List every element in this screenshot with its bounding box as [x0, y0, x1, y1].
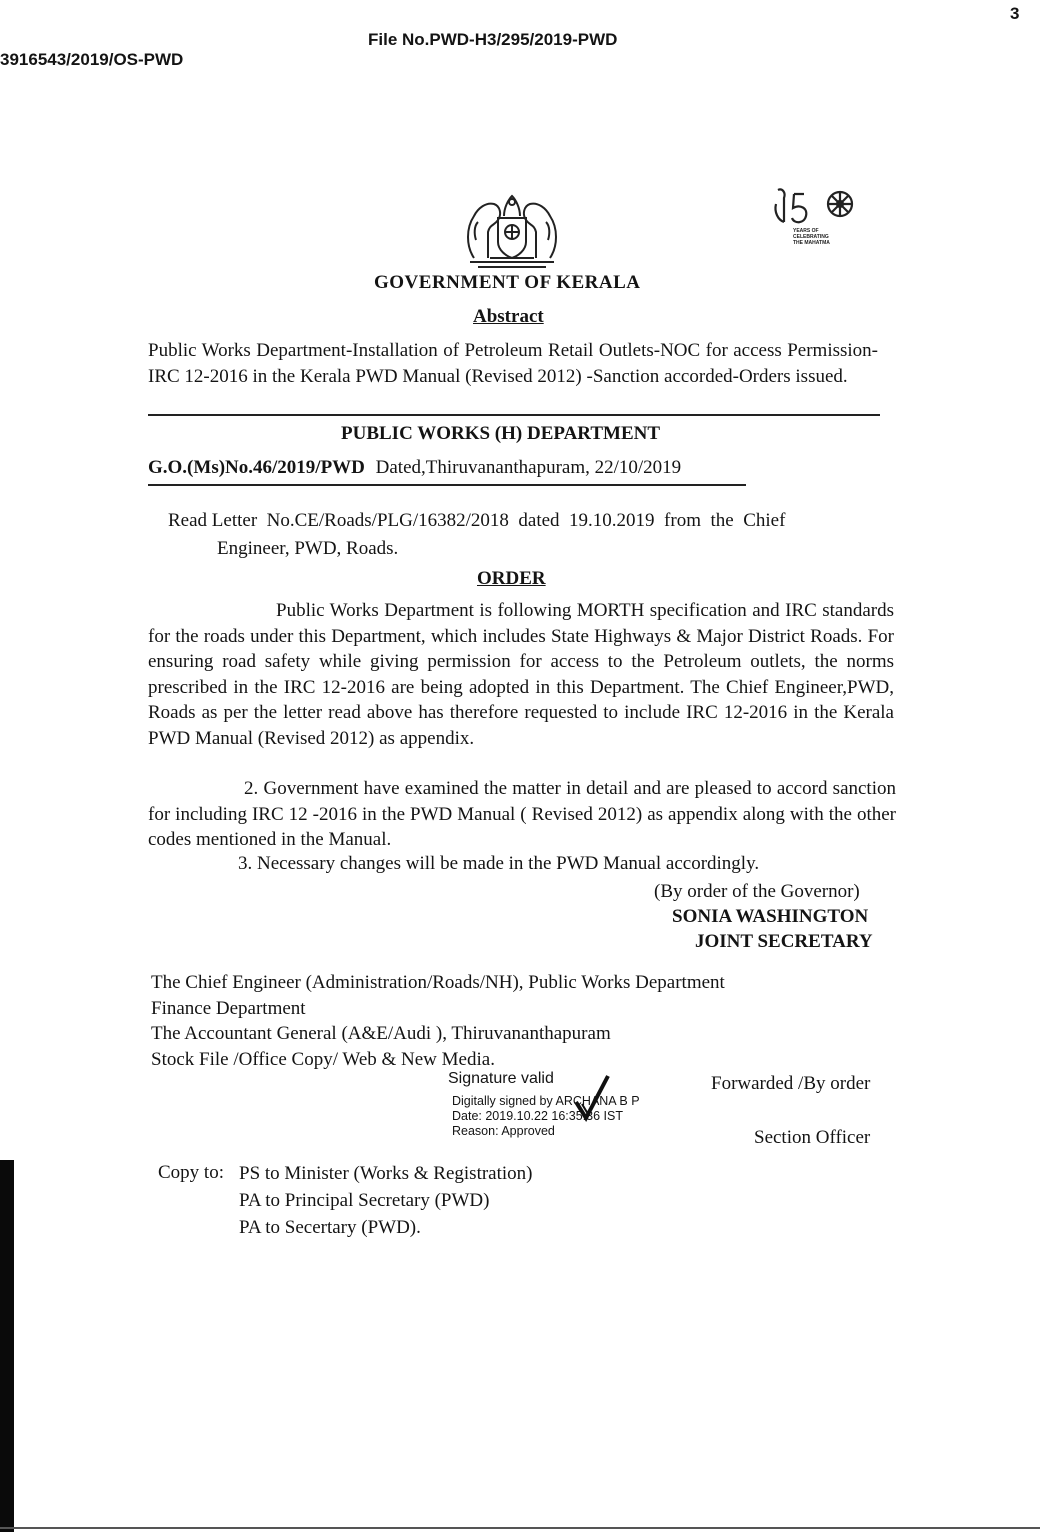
signatory-designation: JOINT SECRETARY	[695, 931, 873, 952]
read-line-1: Read Letter No.CE/Roads/PLG/16382/2018 dated 19.10.2019 from the Chief	[168, 510, 786, 531]
order-paragraph-3: 3. Necessary changes will be made in the PWD Manual accordingly.	[238, 853, 760, 874]
recipient-item: Finance Department	[151, 997, 306, 1019]
svg-text:THE MAHATMA: THE MAHATMA	[793, 240, 830, 246]
department-heading: PUBLIC WORKS (H) DEPARTMENT	[341, 423, 661, 444]
kerala-emblem	[460, 188, 564, 272]
section-officer: Section Officer	[754, 1127, 871, 1148]
go-number: G.O.(Ms)No.46/2019/PWD	[148, 457, 365, 478]
150-years-badge	[772, 182, 862, 252]
scan-bottom-edge	[0, 1527, 1040, 1529]
government-title: GOVERNMENT OF KERALA	[374, 272, 641, 293]
abstract-separator	[148, 414, 880, 416]
recipient-item: The Accountant General (A&E/Audi ), Thiruvananthapuram	[151, 1023, 611, 1044]
file-number: File No.PWD-H3/295/2019-PWD	[368, 30, 618, 49]
signatory-name: SONIA WASHINGTON	[672, 906, 869, 927]
by-order-of-governor: (By order of the Governor)	[654, 881, 860, 902]
order-paragraph-2: 2. Government have examined the matter in detail and are pleased to accord sanction for including IRC 12 -2016 in the PWD Manual ( Revised 2012) as appendix along with the other codes mentioned in the Manual.	[148, 778, 896, 850]
order-heading: ORDER	[477, 568, 546, 589]
svg-text:YEARS OF: YEARS OF	[793, 228, 819, 234]
copy-to-item: PA to Principal Secretary (PWD)	[239, 1190, 490, 1211]
page-number: 3	[1010, 4, 1020, 23]
scan-edge-shadow	[0, 1160, 14, 1532]
abstract-text: Public Works Department-Installation of Petroleum Retail Outlets-NOC for access Permission-IRC 12-2016 in the Kerala PWD Manual (Revised 2012) -Sanction accorded-Orders issued.	[148, 340, 878, 387]
go-separator	[148, 484, 746, 486]
svg-text:CELEBRATING: CELEBRATING	[793, 234, 829, 240]
recipient-list	[151, 970, 725, 1072]
reference-number: 3916543/2019/OS-PWD	[0, 50, 184, 69]
copy-to-label: Copy to:	[158, 1162, 224, 1183]
go-line	[148, 457, 681, 479]
order-paragraph-1: Public Works Department is following MORTH specification and IRC standards for the roads under this Department, which includes State Highways & Major District Roads. For ensuring road safety while giving permission for access to the Petroleum outlets, the norms prescribed in the IRC 12-2016 are being adopted in this Department. The Chief Engineer,PWD, Roads as per the letter read above has therefore requested to include IRC 12-2016 in the Kerala PWD Manual (Revised 2012) as appendix.	[148, 600, 894, 749]
abstract-heading: Abstract	[473, 306, 544, 327]
signature-signer: Digitally signed by ARCHANA B P	[452, 1094, 640, 1108]
signature-date: Date: 2019.10.22 16:35:36 IST	[452, 1109, 623, 1123]
signature-status: Signature valid	[448, 1070, 554, 1087]
read-line-2: Engineer, PWD, Roads.	[217, 538, 399, 559]
recipient-item: The Chief Engineer (Administration/Roads/NH), Public Works Department	[151, 972, 725, 993]
copy-to-item: PA to Secertary (PWD).	[239, 1217, 421, 1238]
forwarded-by-order: Forwarded /By order	[711, 1073, 871, 1094]
go-date: Dated,Thiruvananthapuram, 22/10/2019	[375, 457, 682, 478]
digital-signature-block	[448, 1070, 698, 1150]
checkmark-icon	[574, 1074, 610, 1129]
recipient-item: Stock File /Office Copy/ Web & New Media.	[151, 1048, 495, 1070]
copy-to-item: PS to Minister (Works & Registration)	[239, 1163, 533, 1184]
signature-reason: Reason: Approved	[452, 1124, 555, 1138]
copy-to-list	[239, 1160, 533, 1241]
